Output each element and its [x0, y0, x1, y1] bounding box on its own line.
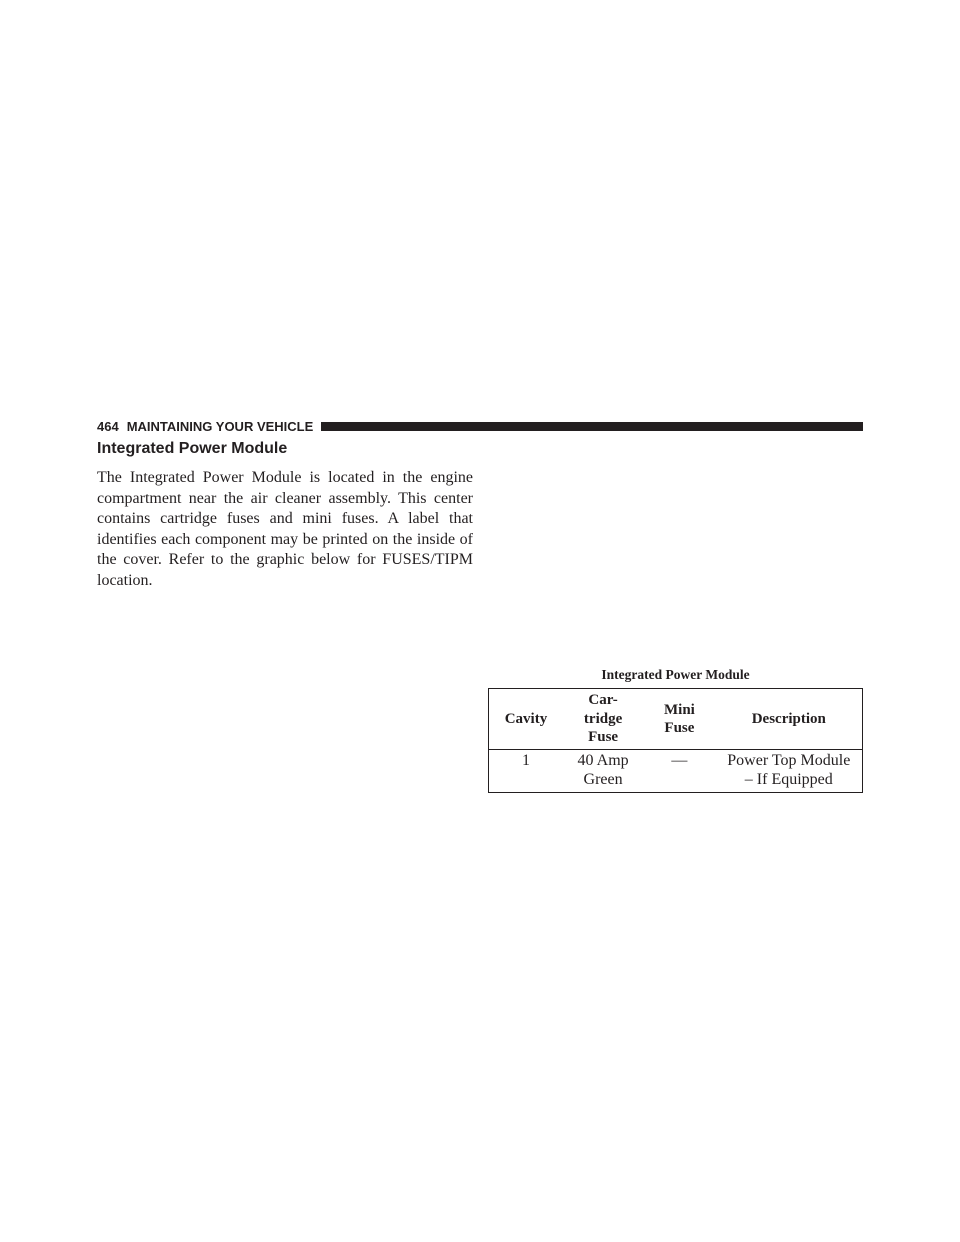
- cell-description: [716, 750, 863, 793]
- header-mini-line1: Mini: [664, 701, 695, 718]
- header-description-label: Description: [751, 710, 826, 727]
- cell-mini-fuse: —: [643, 750, 715, 793]
- header-cartridge-line1: Car-: [588, 692, 618, 709]
- table-row: [489, 750, 863, 793]
- header-description: [716, 689, 863, 750]
- cell-description-line1: Power Top Module: [727, 752, 851, 769]
- fuse-table: [488, 688, 863, 793]
- cell-cartridge-line1: 40 Amp: [577, 752, 629, 769]
- header-rule: [321, 422, 863, 431]
- page-number: 464: [97, 418, 119, 434]
- header-mini-fuse: [643, 689, 715, 750]
- table-header-row: [489, 689, 863, 750]
- section-title: MAINTAINING YOUR VEHICLE: [126, 418, 314, 434]
- cell-description-line2: – If Equipped: [744, 770, 833, 788]
- header-cartridge-line3: Fuse: [588, 729, 619, 746]
- header-cartridge-fuse: [563, 689, 643, 750]
- body-paragraph: The Integrated Power Module is located in the engine compartment near the air cleaner assembly. This center contains cartridge fuses and mini fuses. A label that identifies each component may be printed on the inside of the cover. Refer to the graphic below for FUSES/TIPM location.: [97, 469, 473, 589]
- header-cavity: [489, 689, 563, 750]
- cell-cartridge-fuse: [563, 750, 643, 793]
- section-heading: Integrated Power Module: [97, 440, 288, 457]
- cell-cartridge-line2: Green: [583, 770, 623, 788]
- header-cartridge-line2: tridge: [583, 710, 623, 727]
- header-cavity-label: Cavity: [504, 710, 548, 727]
- running-header: [97, 418, 863, 434]
- cell-cavity: 1: [489, 750, 563, 793]
- header-mini-line2: Fuse: [664, 720, 695, 736]
- table-caption: Integrated Power Module: [601, 667, 750, 682]
